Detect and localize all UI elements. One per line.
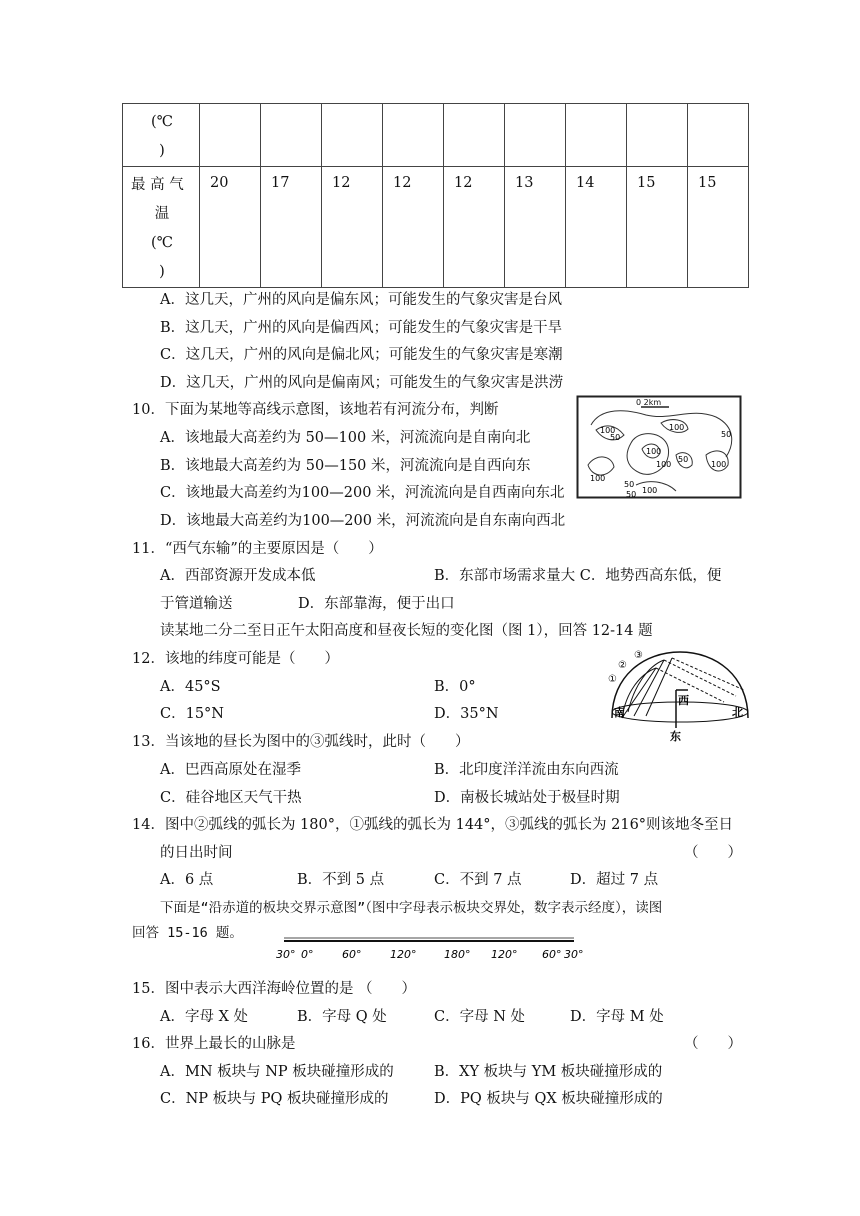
table-cell: 13 — [505, 167, 566, 288]
q14-option-d: D．超过 7 点 — [570, 872, 659, 888]
dir-north: 北 — [732, 706, 743, 719]
temperature-table — [122, 103, 749, 288]
contour-label: 100 — [711, 460, 727, 469]
label-line: (℃ — [151, 114, 173, 130]
intro-15-16-line2: 回答 15-16 题。 — [132, 925, 243, 941]
table-row — [123, 104, 749, 167]
q11-option-a: A．西部资源开发成本低 — [160, 568, 316, 584]
q12-option-a: A．45°S — [160, 679, 221, 695]
q13-stem: 13．当该地的昼长为图中的③弧线时，此时（ ） — [132, 734, 470, 750]
label-line: (℃ — [151, 235, 173, 251]
dir-east: 东 — [670, 730, 681, 742]
intro-15-16-line1: 下面是“沿赤道的板块交界示意图”（图中字母表示板块交界处，数字表示经度），读图 — [160, 900, 663, 916]
q12-option-c: C．15°N — [160, 706, 224, 722]
q16-answer-paren: （ ） — [684, 1036, 742, 1052]
q15-option-b: B．字母 Q 处 — [297, 1009, 387, 1025]
q13-option-d: D．南极长城站处于极昼时期 — [434, 790, 620, 806]
table-row — [123, 167, 749, 288]
q11-option-c-cont: 于管道输送 — [160, 596, 233, 612]
table-cell — [322, 104, 383, 167]
q16-option-a: A．MN 板块与 NP 板块碰撞形成的 — [160, 1064, 394, 1080]
table-cell: 15 — [627, 167, 688, 288]
contour-map — [576, 395, 742, 499]
table-cell: 12 — [383, 167, 444, 288]
contour-label: 100 — [590, 474, 606, 483]
dir-west: 西 — [678, 694, 689, 707]
table-cell — [688, 104, 749, 167]
q9-option-c: C．这几天，广州的风向是偏北风；可能发生的气象灾害是寒潮 — [160, 347, 563, 363]
q16-stem: 16．世界上最长的山脉是 — [132, 1036, 296, 1052]
axis-label: 60° — [342, 948, 362, 961]
q16-option-d: D．PQ 板块与 QX 板块碰撞形成的 — [434, 1091, 663, 1107]
contour-label: 100 — [642, 486, 658, 495]
arc-mark: ③ — [634, 650, 643, 661]
q10-stem: 10．下面为某地等高线示意图，该地若有河流分布，判断 — [132, 402, 499, 418]
table-cell: 12 — [322, 167, 383, 288]
axis-label: 120° — [491, 948, 518, 961]
contour-label: 50 — [626, 490, 637, 499]
q11-stem: 11．“西气东输”的主要原因是（ ） — [132, 541, 383, 557]
q16-option-b: B．XY 板块与 YM 板块碰撞形成的 — [434, 1064, 663, 1080]
q15-option-a: A．字母 X 处 — [160, 1009, 249, 1025]
intro-12-14: 读某地二分二至日正午太阳高度和昼夜长短的变化图（图 1），回答 12-14 题 — [160, 623, 653, 639]
table-cell — [444, 104, 505, 167]
q14-stem-cont: 的日出时间 — [160, 845, 233, 861]
table-cell: 12 — [444, 167, 505, 288]
label-line: ) — [159, 264, 165, 280]
contour-label: 100 — [669, 423, 685, 432]
contour-label: 100 — [656, 460, 672, 469]
table-cell: 14 — [566, 167, 627, 288]
q15-stem: 15．图中表示大西洋海岭位置的是 （ ） — [132, 981, 417, 997]
q15-option-d: D．字母 M 处 — [570, 1009, 664, 1025]
table-cell — [383, 104, 444, 167]
contour-label: 100 — [600, 426, 616, 435]
q10-option-c: C．该地最大高差约为100—200 米，河流流向是自西南向东北 — [160, 485, 565, 501]
map-scale: 0 2km — [636, 398, 662, 407]
q9-option-d: D．这几天，广州的风向是偏南风；可能发生的气象灾害是洪涝 — [160, 375, 564, 391]
q13-option-c: C．硅谷地区天气干热 — [160, 790, 302, 806]
axis-label: 30° — [564, 948, 584, 961]
q9-option-a: A．这几天，广州的风向是偏东风；可能发生的气象灾害是台风 — [160, 292, 562, 308]
sun-path-diagram — [604, 646, 756, 742]
q10-option-d: D．该地最大高差约为100—200 米，河流流向是自东南向西北 — [160, 513, 566, 529]
q13-option-b: B．北印度洋洋流由东向西流 — [434, 762, 619, 778]
table-cell — [627, 104, 688, 167]
contour-label: 50 — [610, 433, 621, 442]
q12-option-d: D．35°N — [434, 706, 499, 722]
table-cell — [200, 104, 261, 167]
dir-south: 南 — [614, 706, 625, 719]
label-line: 温 — [154, 206, 170, 222]
axis-label: 0° — [301, 948, 314, 961]
plate-boundary-axis — [274, 934, 588, 964]
contour-label: 100 — [646, 447, 662, 456]
row-label — [123, 104, 200, 167]
axis-label: 60° — [542, 948, 562, 961]
arc-mark: ② — [618, 660, 627, 671]
table-cell: 20 — [200, 167, 261, 288]
q12-option-b: B．0° — [434, 679, 476, 695]
q15-option-c: C．字母 N 处 — [434, 1009, 525, 1025]
table-cell — [566, 104, 627, 167]
q13-option-a: A．巴西高原处在湿季 — [160, 762, 301, 778]
table-cell — [261, 104, 322, 167]
q16-option-c: C．NP 板块与 PQ 板块碰撞形成的 — [160, 1091, 389, 1107]
q10-option-b: B．该地最大高差约为 50—150 米，河流流向是自西向东 — [160, 458, 531, 474]
contour-label: 50 — [624, 480, 635, 489]
axis-label: 30° — [276, 948, 296, 961]
axis-label: 180° — [444, 948, 471, 961]
q10-option-a: A．该地最大高差约为 50—100 米，河流流向是自南向北 — [160, 430, 531, 446]
q14-option-b: B．不到 5 点 — [297, 872, 385, 888]
axis-label: 120° — [390, 948, 417, 961]
table-cell: 17 — [261, 167, 322, 288]
q12-stem: 12．该地的纬度可能是（ ） — [132, 651, 339, 667]
q11-option-d: D．东部靠海，便于出口 — [298, 596, 455, 612]
label-line: 最 高 气 — [131, 177, 184, 193]
contour-label: 50 — [721, 430, 732, 439]
q11-option-bc: B．东部市场需求量大 C．地势西高东低，便 — [434, 568, 722, 584]
q14-option-c: C．不到 7 点 — [434, 872, 522, 888]
table-cell: 15 — [688, 167, 749, 288]
row-label — [123, 167, 200, 288]
table-cell — [505, 104, 566, 167]
contour-label: 50 — [678, 455, 689, 464]
q14-stem: 14．图中②弧线的弧长为 180°，①弧线的弧长为 144°，③弧线的弧长为 216°则该地冬至日 — [132, 817, 734, 833]
label-line: ) — [159, 143, 165, 159]
q14-answer-paren: （ ） — [684, 845, 742, 861]
q14-option-a: A．6 点 — [160, 872, 214, 888]
arc-mark: ① — [608, 674, 617, 685]
q9-option-b: B．这几天，广州的风向是偏西风；可能发生的气象灾害是干旱 — [160, 320, 563, 336]
